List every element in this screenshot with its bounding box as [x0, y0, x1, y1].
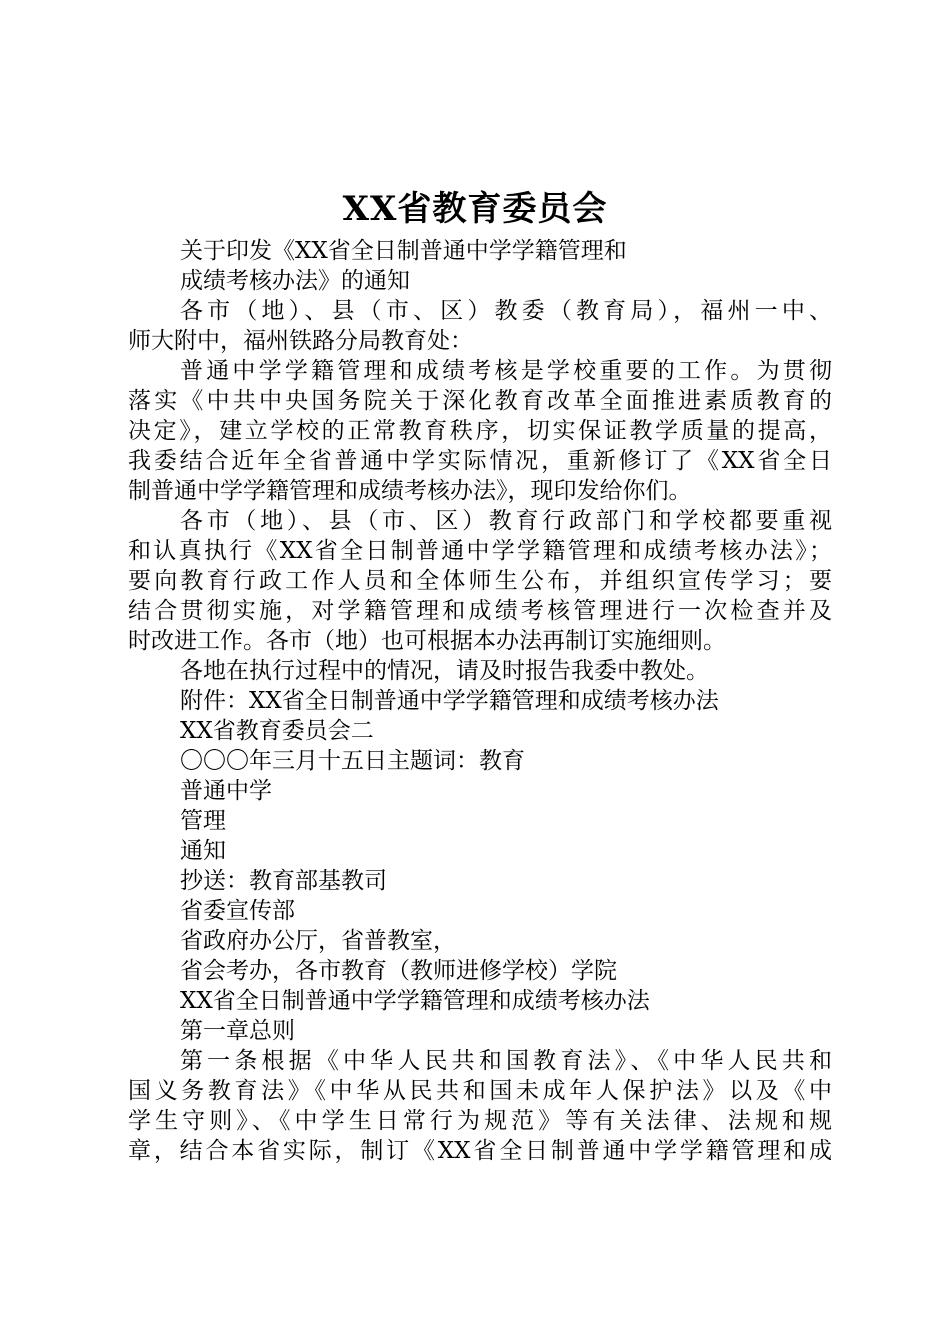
text-line: 决定》，建立学校的正常教育秩序，切实保证教学质量的提高， — [128, 418, 832, 444]
text-line: 省政府办公厅，省普教室， — [180, 928, 456, 954]
text-line: 师大附中，福州铁路分局教育处： — [128, 328, 473, 354]
text-line: 国义务教育法》《中华从民共和国未成年人保护法》以及《中 — [128, 1078, 832, 1104]
text-line: 时改进工作。各市（地）也可根据本办法再制订实施细则。 — [128, 628, 726, 654]
text-line: 省委宣传部 — [180, 898, 295, 924]
document-title: XX省教育委员会 — [342, 189, 608, 229]
text-line: XX省全日制普通中学学籍管理和成绩考核办法 — [180, 988, 650, 1014]
text-line: 省会考办，各市教育（教师进修学校）学院 — [180, 958, 617, 984]
text-line: 附件：XX省全日制普通中学学籍管理和成绩考核办法 — [180, 688, 719, 714]
text-line: 普通中学 — [180, 778, 272, 804]
text-line: 各地在执行过程中的情况，请及时报告我委中教处。 — [180, 658, 709, 684]
text-line: 制普通中学学籍管理和成绩考核办法》，现印发给你们。 — [128, 478, 692, 504]
text-line: 抄送：教育部基教司 — [180, 868, 387, 894]
text-line: 学生守则》、《中学生日常行为规范》等有关法律、法规和规 — [128, 1108, 832, 1134]
text-line: 第一章总则 — [180, 1018, 295, 1044]
text-line: 管理 — [180, 808, 226, 834]
text-line: 通知 — [180, 838, 226, 864]
document-body — [128, 236, 832, 1166]
text-line: 结合贯彻实施，对学籍管理和成绩考核管理进行一次检查并及 — [128, 598, 832, 624]
text-line: 落实《中共中央国务院关于深化教育改革全面推进素质教育的 — [128, 388, 832, 414]
text-line: 各市（地）、县（市、区）教委（教育局），福州一中、 — [180, 298, 832, 324]
text-line: 我委结合近年全省普通中学实际情况，重新修订了《XX省全日 — [128, 448, 832, 474]
text-line: 和认真执行《XX省全日制普通中学学籍管理和成绩考核办法》； — [128, 538, 832, 564]
text-line: 〇〇〇年三月十五日主题词：教育 — [180, 748, 525, 774]
text-line: 章，结合本省实际，制订《XX省全日制普通中学学籍管理和成 — [128, 1138, 832, 1164]
text-line: 要向教育行政工作人员和全体师生公布，并组织宣传学习；要 — [128, 568, 832, 594]
text-line: 普通中学学籍管理和成绩考核是学校重要的工作。为贯彻 — [180, 358, 832, 384]
text-line: 成绩考核办法》的通知 — [180, 268, 410, 294]
text-line: 第一条根据《中华人民共和国教育法》、《中华人民共和 — [180, 1048, 832, 1074]
text-line: XX省教育委员会二 — [180, 718, 374, 744]
text-line: 各市（地）、县（市、区）教育行政部门和学校都要重视 — [180, 508, 832, 534]
text-line: 关于印发《XX省全日制普通中学学籍管理和 — [180, 238, 627, 264]
